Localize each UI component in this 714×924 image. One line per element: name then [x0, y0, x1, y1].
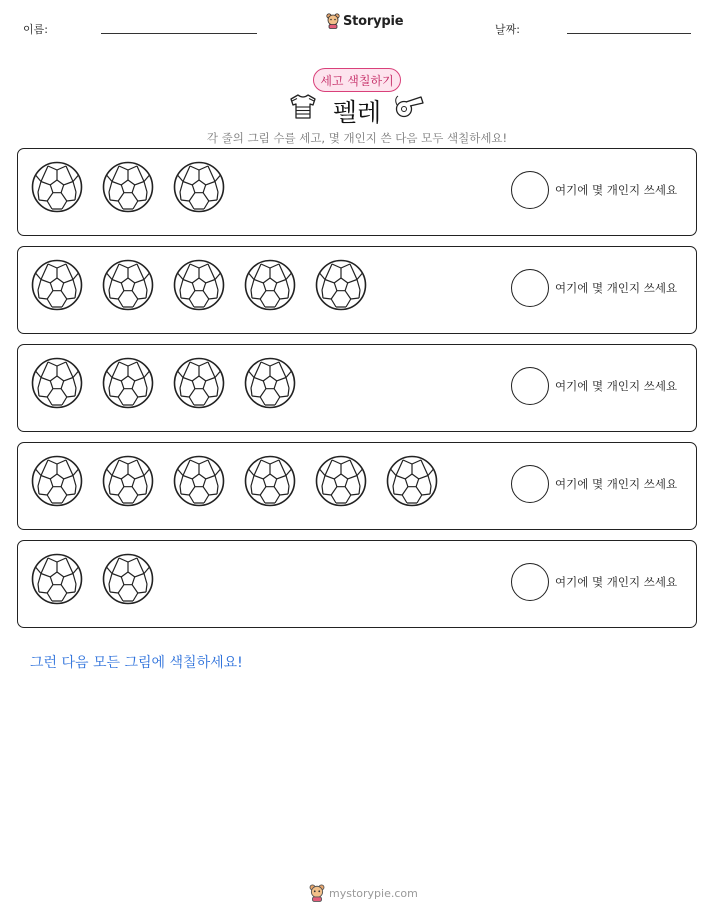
soccer-ball-icon — [244, 357, 296, 409]
soccer-ball-icon — [31, 259, 83, 311]
soccer-ball-icon — [102, 161, 154, 213]
soccer-ball-icon — [173, 357, 225, 409]
footer-note: 그런 다음 모든 그림에 색칠하세요! — [30, 655, 243, 671]
brand-name: Storypie — [343, 13, 404, 29]
picture-group — [31, 259, 367, 311]
answer-label: 여기에 몇 개인지 쓰세요 — [555, 575, 678, 589]
counting-row — [17, 344, 697, 432]
instructions: 각 줄의 그림 수를 세고, 몇 개인지 쓴 다음 모두 색칠하세요! — [206, 131, 508, 145]
answer-circle[interactable] — [511, 367, 549, 405]
soccer-ball-icon — [315, 259, 367, 311]
name-field-line[interactable] — [101, 33, 257, 34]
soccer-ball-icon — [244, 259, 296, 311]
site-footer — [309, 884, 418, 902]
answer-label: 여기에 몇 개인지 쓰세요 — [555, 477, 678, 491]
soccer-ball-icon — [173, 455, 225, 507]
answer-circle[interactable] — [511, 269, 549, 307]
title-row — [0, 93, 714, 129]
counting-row — [17, 246, 697, 334]
picture-group — [31, 161, 225, 213]
soccer-ball-icon — [31, 553, 83, 605]
bear-mascot-icon — [326, 13, 340, 29]
soccer-ball-icon — [386, 455, 438, 507]
soccer-ball-icon — [102, 259, 154, 311]
soccer-ball-icon — [31, 161, 83, 213]
bear-mascot-icon — [309, 884, 325, 902]
answer-circle[interactable] — [511, 465, 549, 503]
name-label: 이름: — [23, 23, 48, 36]
soccer-ball-icon — [31, 357, 83, 409]
site-url: mystorypie.com — [329, 886, 418, 900]
counting-row — [17, 540, 697, 628]
answer-label: 여기에 몇 개인지 쓰세요 — [555, 379, 678, 393]
picture-group — [31, 553, 154, 605]
soccer-ball-icon — [173, 161, 225, 213]
whistle-icon — [393, 93, 425, 119]
soccer-ball-icon — [102, 455, 154, 507]
answer-circle[interactable] — [511, 171, 549, 209]
soccer-ball-icon — [102, 553, 154, 605]
answer-label: 여기에 몇 개인지 쓰세요 — [555, 183, 678, 197]
date-label: 날짜: — [495, 23, 520, 36]
counting-row — [17, 442, 697, 530]
picture-group — [31, 455, 438, 507]
activity-badge: 세고 색칠하기 — [313, 68, 401, 92]
answer-label: 여기에 몇 개인지 쓰세요 — [555, 281, 678, 295]
soccer-ball-icon — [244, 455, 296, 507]
counting-row — [17, 148, 697, 236]
brand — [326, 13, 403, 29]
date-field-line[interactable] — [567, 33, 691, 34]
page-title: 펠레 — [332, 98, 382, 127]
soccer-ball-icon — [173, 259, 225, 311]
soccer-ball-icon — [31, 455, 83, 507]
answer-circle[interactable] — [511, 563, 549, 601]
soccer-ball-icon — [102, 357, 154, 409]
soccer-ball-icon — [315, 455, 367, 507]
picture-group — [31, 357, 296, 409]
